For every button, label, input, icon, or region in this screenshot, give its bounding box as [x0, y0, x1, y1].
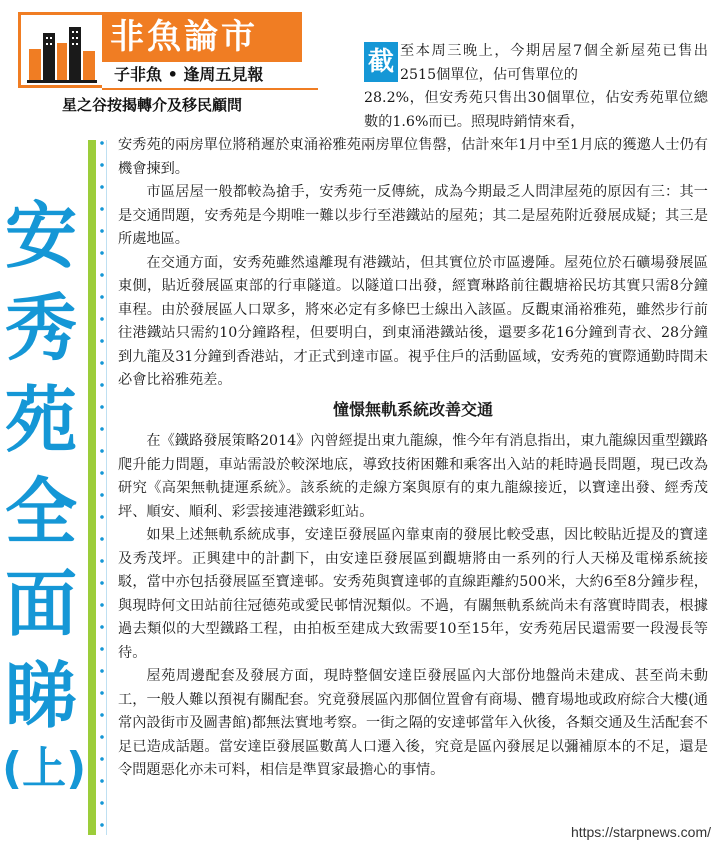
paragraph: 屋苑周邊配套及發展方面，現時整個安達臣發展區內大部份地盤尚未建成、甚至尚未動工，一般人難以預視有關配套。究竟發展區內那個位置會有商場、體育場地或政府綜合大樓(通常內設街市及圖書館)都無法實地考察。一街之隔的安達邨當年入伙後，各類交通及生活配套不足已造成話題。當安達臣發展區數萬人口遷入後，究竟是區內發展足以彌補原本的不足，還是令問題惡化亦未可料，相信是準買家最擔心的事情。	[118, 668, 708, 778]
column-name: 非魚論市	[110, 17, 258, 57]
headline-char: 睇	[4, 654, 77, 738]
column-title-bar	[102, 12, 302, 62]
paragraph: 如果上述無軌系統成事，安達臣發展區內靠東南的發展比較受惠，因比較貼近提及的寶達及秀茂坪。正興建中的計劃下，由安達臣發展區到觀塘將由一系列的行人天梯及電梯系統接駁，當中亦包括發展區至寶達邨。安秀苑與寶達邨的直線距離約500米，大約6至8分鐘步程，與現時何文田站前往冠德苑或愛民邨情況類似。不過，有關無軌系統尚未有落實時間表，根據過去類似的大型鐵路工程，由拍板至建成大致需要10至15年，安秀苑居民還需要一段漫長等待。	[118, 527, 708, 661]
column-masthead	[18, 12, 318, 120]
headline-char: 全	[4, 470, 77, 554]
skyline-logo-box	[18, 12, 102, 88]
column-subtitle: 星之谷按揭轉介及移民顧問	[62, 96, 243, 114]
headline-char: 安	[4, 194, 77, 278]
paragraph: 安秀苑的兩房單位將稍遲於東涌裕雅苑兩房單位售罄，估計來年1月中至1月底的獲邀人士仍有機會揀到。	[118, 137, 708, 177]
green-side-rule	[88, 140, 96, 835]
column-author-line: 子非魚 • 逢周五見報	[114, 65, 264, 84]
lead-paragraph-start: 至本周三晚上，今期居屋7個全新屋苑已售出2515個單位，佔可售單位的	[400, 43, 708, 83]
masthead-divider	[102, 88, 318, 90]
section-subheading: 憧憬無軌系統改善交通	[332, 400, 493, 419]
lead-drop-char: 截	[364, 42, 398, 82]
paragraph: 在《鐵路發展策略2014》內曾經提出東九龍線，惟今年有消息指出，東九龍線因重型鐵路爬升能力問題，車站需設於較深地底，導致技術困難和乘客出入站的耗時過長問題，現已改為研究《高架無軌捷運系統》。該系統的走線方案與原有的東九龍線接近，以寶達出發、經秀茂坪、順安、順利、彩雲接連港鐵彩虹站。	[118, 433, 708, 520]
dotted-side-rule	[98, 132, 106, 842]
city-skyline-icon	[27, 21, 97, 83]
lead-paragraph-continued: 28.2%，但安秀苑只售出30個單位，佔安秀苑單位總數的1.6%而已。照現時銷情來看，	[364, 90, 708, 130]
paragraph: 市區居屋一般都較為搶手，安秀苑一反傳統，成為今期最乏人問津屋苑的原因有三：其一是交通問題，安秀苑是今期唯一難以步行至港鐵站的屋苑；其二是屋苑附近發展成疑；其三是所處地區。	[118, 184, 708, 247]
headline-char: 秀	[4, 286, 77, 370]
vertical-headline	[2, 190, 87, 796]
thin-side-rule	[106, 140, 107, 835]
headline-suffix: (上)	[2, 743, 87, 794]
article-body-section-2	[118, 430, 708, 783]
headline-char: 面	[4, 562, 77, 646]
paragraph: 在交通方面，安秀苑雖然遠離現有港鐵站，但其實位於市區邊陲。屋苑位於石礦場發展區東側，貼近發展區東部的行車隧道。以隧道口出發，經寶琳路前往觀塘裕民坊其實只需8分鐘車程。由於發展區人口眾多，將來必定有多條巴士線出入該區。反觀東涌裕雅苑，雖然步行前往港鐵站只需約10分鐘路程，但要明白，到東涌港鐵站後，還要多花16分鐘到青衣、28分鐘到九龍及31分鐘到香港站，才正式到達市區。視乎住戶的活動區域，安秀苑的實際通勤時間未必會比裕雅苑差。	[118, 254, 708, 388]
article-body-section-1	[118, 134, 708, 393]
headline-char: 苑	[4, 378, 77, 462]
source-url[interactable]: https://starpnews.com/	[570, 824, 711, 840]
